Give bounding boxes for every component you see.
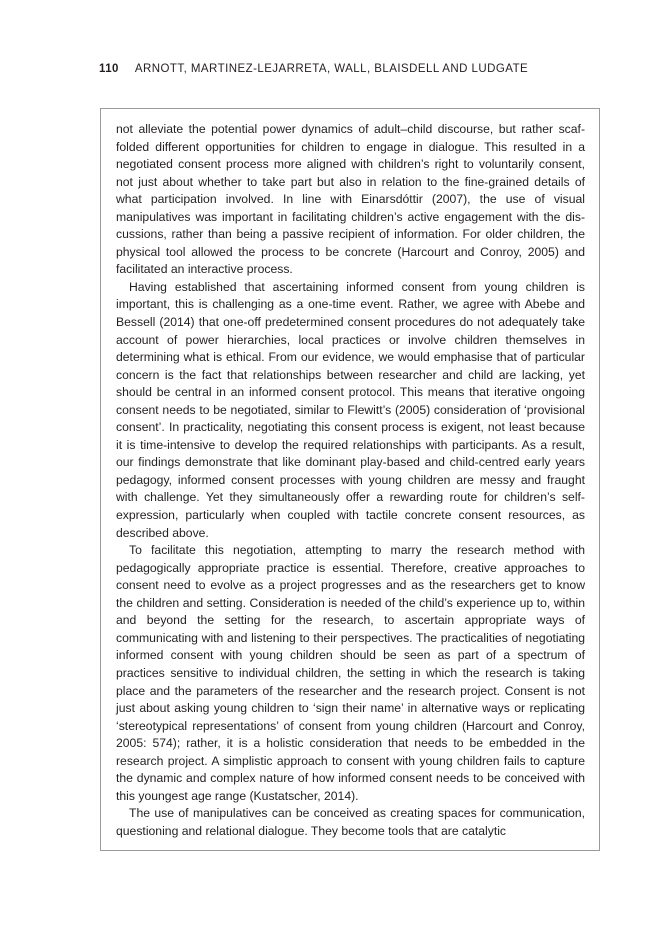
paragraph-1: not alleviate the potential power dynamics of adult–child discourse, but rather scaffolded different opportunities for children to engage in dialogue. This resulted in a negotiated consent process more aligned with children’s right to voluntarily consent, not just about whether to take part but also in relation to the fine-grained details of what participation involved. In line with Einarsdóttir (2007), the use of visual manipulatives was important in facilitating children’s active engagement with the discussions, rather than being a passive recipient of information. For older children, the physical tool allowed the process to be concrete (Harcourt and Conroy, 2005) and facilitated an interactive process. (116, 122, 585, 277)
paragraph-3: To facilitate this negotiation, attempting to marry the research method with pedagogically appropriate practice is essential. Therefore, creative approaches to consent need to evolve as a project progresses and as the researchers get to know the children and setting. Consideration is needed of the child’s experience up to, within and beyond the setting for the research, to ascertain appropriate ways of communicating with and listening to their perspectives. The practicalities of negotiating informed consent with young children should be seen as part of a spectrum of practices sensitive to individual children, the setting in which the research is taking place and the parameters of the researcher and the research project. Consent is not just about asking young children to ‘sign their name’ in alternative ways or replicating ‘stereotypical representations’ of consent from young children (Harcourt and Conroy, 2005: 574); rather, it is a holistic consideration that needs to be embedded in the research project. A simplistic approach to consent with young children fails to capture the dynamic and complex nature of how informed consent needs to be conceived with this youngest age range (Kustatscher, 2014). (116, 543, 585, 803)
body-text (116, 121, 585, 840)
running-head-authors: ARNOTT, MARTINEZ-LEJARRETA, WALL, BLAISDELL AND LUDGATE (134, 63, 529, 75)
page-number: 110 (99, 63, 119, 75)
paragraph-4: The use of manipulatives can be conceived as creating spaces for communication, questioning and relational dialogue. They become tools that are catalytic (116, 806, 585, 838)
paragraph-2: Having established that ascertaining informed consent from young children is important, this is challenging as a one-time event. Rather, we agree with Abebe and Bessell (2014) that one-off predetermined consent procedures do not adequately take account of power hierarchies, local practices or involve children themselves in determining what is ethical. From our evidence, we would emphasise that of particular concern is the fact that relationships between researcher and child are lacking, yet should be central in an informed consent protocol. This means that iterative ongoing consent needs to be negotiated, similar to Flewitt’s (2005) consideration of ‘provisional consent’. In practicality, negotiating this consent process is exigent, not least because it is time-intensive to develop the required relationships with participants. As a result, our findings demonstrate that like dominant play-based and child-centred early years pedagogy, informed consent processes with young children are messy and fraught with challenge. Yet they simultaneously offer a rewarding route for children’s self-expression, particularly when coupled with tactile concrete consent resources, as described above. (116, 279, 585, 540)
running-head (99, 63, 528, 75)
